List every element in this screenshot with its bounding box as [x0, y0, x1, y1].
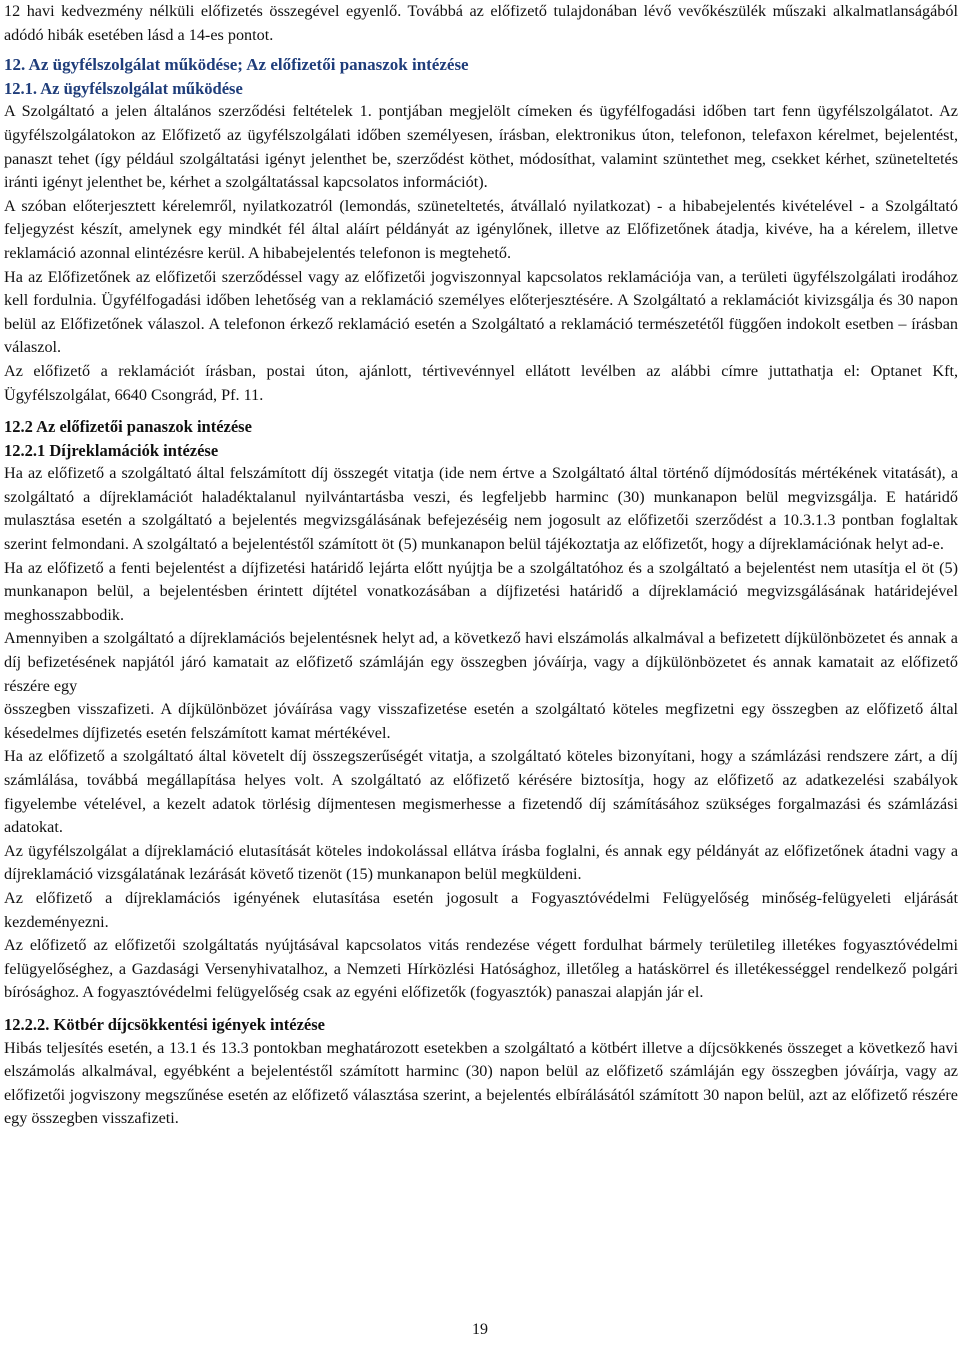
- section-12-2-2-heading: 12.2.2. Kötbér díjcsökkentési igények intézése: [4, 1014, 325, 1034]
- section-12-1-paragraph: Az előfizető a reklamációt írásban, postai úton, ajánlott, tértivevénnyel ellátott levélben az alábbi címre juttathatja el: Optanet Kft, Ügyfélszolgálat, 6640 Csongrád, Pf. 11.: [4, 361, 958, 404]
- section-12-2-2-paragraph: Hibás teljesítés esetén, a 13.1 és 13.3 pontokban meghatározott esetekben a szolgáltató a kötbért illetve a díjcsökkenés összeget a következő havi elszámolás alkalmával, egyébként a bejelentéstől számított harminc (30) napon belül az előfizető számláján egy összegben jóváírja, vagy az előfizetői jogviszony megszűnése esetén az előfizető választása szerint, a bejelentés elbírálásától számított 30 napon belül, azt az előfizető részére egy összegben visszafizeti.: [4, 1038, 958, 1128]
- section-12-2-1-paragraph: Az előfizető a díjreklamációs igényének elutasítása esetén jogosult a Fogyasztóvédelmi Felügyelőség minőség-felügyeleti eljárását kezdeményezni.: [4, 888, 958, 931]
- page-number: 19: [472, 1321, 488, 1338]
- section-12-2-1-heading: 12.2.1 Díjreklamációk intézése: [4, 440, 219, 460]
- section-12-1-heading: 12.1. Az ügyfélszolgálat működése: [4, 78, 243, 98]
- intro-paragraph: 12 havi kedvezmény nélküli előfizetés összegével egyenlő. Továbbá az előfizető tulajdonában lévő vevőkészülék műszaki alkalmatlanságából adódó hibák esetében lásd a 14-es pontot.: [4, 2, 958, 44]
- section-12-heading: 12. Az ügyfélszolgálat működése; Az előfizetői panaszok intézése: [4, 55, 469, 75]
- section-12-2-1-paragraph: Ha az előfizető a szolgáltató által felszámított díj összegét vitatja (ide nem értve a Szolgáltató által történő díjmódosítás mértékének vitatását), a szolgáltató a díjreklamációt haladéktalanul nyilvántartásba veszi, és legfeljebb harminc (30) munkanapon belül megvizsgálja. E határidő mulasztása esetén a szolgáltató a bejelentés megvizsgálásának befejezéséig nem jogosult az előfizetői szerződést a 10.3.1.3 pontban foglaltak szerint felmondani. A szolgáltató a bejelentéstől számított öt (5) munkanapon belül tájékoztatja az előfizetőt, hogy a díjreklamációnak helyt ad-e.: [4, 464, 958, 554]
- section-12-2-1-paragraph: Az előfizető az előfizetői szolgáltatás nyújtásával kapcsolatos vitás rendezése végett fordulhat bármely területileg illetékes fogyasztóvédelmi felügyelőséghez, a Gazdasági Versenyhivatalhoz, a Nemzeti Hírközlési Hatósághoz, illetőleg a hatáskörrel és illetékességgel rendelkező polgári bírósághoz. A fogyasztóvédelmi felügyelőség csak az egyéni előfizetők (fogyasztók) panaszai alapján jár el.: [4, 936, 958, 1002]
- section-12-2-1-paragraph: összegben visszafizeti. A díjkülönbözet jóváírása vagy visszafizetése esetén a szolgáltató köteles megfizetni egy összegben az előfizető által késedelmes díjfizetés esetén felszámított kamat mértékével.: [4, 700, 958, 742]
- section-12-2-1-paragraph: Amennyiben a szolgáltató a díjreklamációs bejelentésnek helyt ad, a következő havi elszámolás alkalmával a befizetett díjkülönbözetet és annak a díj befizetésének napjától járó kamatait az előfizető számláján egy összegben jóváírja, vagy a díjkülönbözetet és annak kamatait az előfizető részére egy: [4, 629, 958, 695]
- section-12-2-1-paragraph: Ha az előfizető a szolgáltató által követelt díj összegszerűségét vitatja, a szolgáltató köteles bizonyítani, hogy a számlázási rendszere zárt, a díj számlálása, továbbá megállapítása helyes volt. A szolgáltató az előfizető kérésére biztosítja, hogy az előfizető az adatkezelési szabályok figyelembe vételével, a kezelt adatok törlésig díjmentesen megismerhesse a fizetendő díj számításához szükséges forgalmazási és számlázási adatokat.: [4, 747, 958, 837]
- section-12-2-heading: 12.2 Az előfizetői panaszok intézése: [4, 417, 252, 437]
- section-12-1-paragraph: A szóban előterjesztett kérelemről, nyilatkozatról (lemondás, szüneteltetés, átvállaló nyilatkozat) - a hibabejelentés kivételével - a Szolgáltató feljegyzést készít, amelynek egy mindkét fél által aláírt példányát az igénylőnek, illetve az Előfizetőnek átadja, kivéve, ha a kérelem, illetve reklamáció azonnal elintézésre kerül. A hibabejelentés telefonon is megtehető.: [4, 196, 958, 262]
- section-12-2-1-paragraph: Ha az előfizető a fenti bejelentést a díjfizetési határidő lejárta előtt nyújtja be a szolgáltatóhoz és a szolgáltató a bejelentést nem utasítja el öt (5) munkanapon belül, a bejelentésben érintett díjtétel vonatkozásában a díjfizetési határidő a díjreklamáció megvizsgálásának határidejével meghosszabbodik.: [4, 558, 958, 624]
- section-12-2-1-paragraph: Az ügyfélszolgálat a díjreklamáció elutasítását köteles indokolással ellátva írásba foglalni, és annak egy példányát az előfizetőnek átadni vagy a díjreklamáció vizsgálatának lezárását követő tizenöt (15) munkanapon belül megküldeni.: [4, 841, 958, 884]
- section-12-1-paragraph: A Szolgáltató a jelen általános szerződési feltételek 1. pontjában megjelölt címeken és ügyfélfogadási időben tart fenn ügyfélszolgálatot. Az ügyfélszolgálatokon az Előfizető az ügyfélszolgálati időben személyesen, írásban, elektronikus úton, telefonon, telefaxon kérelmet, bejelentést, panaszt tehet (így például szolgáltatási igényt jelenthet be, szerződést köthet, módosíthat, valamint szüntethet meg, csekket kérhet, szüneteltetés iránti igényt jelenthet be, kérhet a szolgáltatással kapcsolatos információt).: [4, 102, 958, 192]
- section-12-1-paragraph: Ha az Előfizetőnek az előfizetői szerződéssel vagy az előfizetői jogviszonnyal kapcsolatos reklamációja van, a területi ügyfélszolgálati irodához kell fordulnia. Ügyfélfogadási időben lehetőség van a reklamáció személyes előterjesztésére. A Szolgáltató a reklamációt kivizsgálja és 30 napon belül az Előfizetőnek válaszol. A telefonon érkező reklamáció esetén a Szolgáltató a reklamáció természetétől függően indokolt esetben – írásban válaszol.: [4, 267, 958, 357]
